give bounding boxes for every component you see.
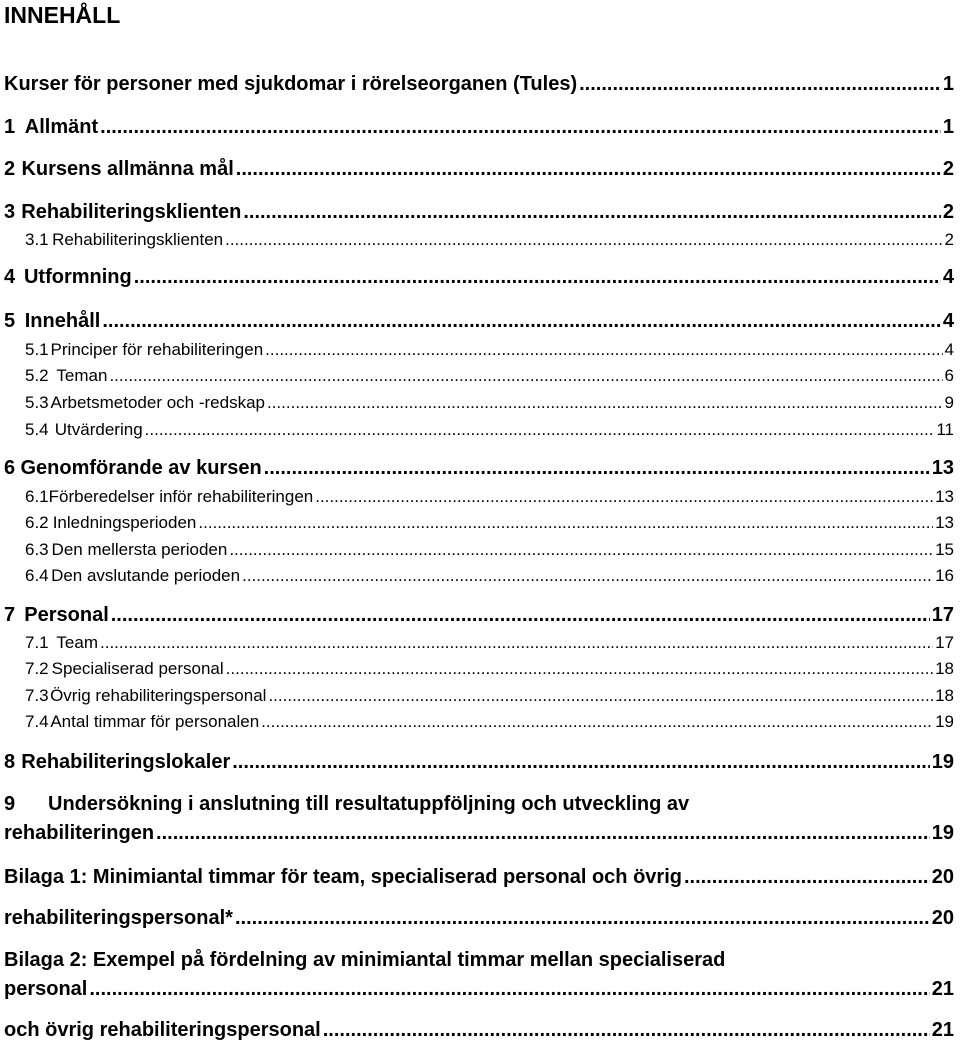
toc-section-number: 5.1 (25, 340, 49, 359)
toc-entry-title: och övrig rehabiliteringspersonal (4, 1019, 321, 1041)
toc-leader-dots (225, 230, 942, 250)
toc-entry-title: Innehåll (24, 310, 101, 332)
toc-section-number: 1 (4, 116, 16, 138)
toc-entry-6[interactable] (4, 457, 954, 480)
toc-page-number: 13 (935, 513, 954, 532)
toc-leader-dots (134, 266, 941, 289)
toc-section-number: 6.3 (25, 540, 49, 559)
toc-heading: INNEHÅLL (4, 2, 121, 28)
toc-entry-5-3[interactable] (25, 393, 954, 413)
toc-section-number: 6.4 (25, 566, 49, 585)
toc-entry-8[interactable] (4, 751, 954, 774)
toc-entry-intro[interactable] (4, 73, 954, 96)
toc-page-number: 17 (931, 604, 954, 626)
toc-entry-2[interactable] (4, 158, 954, 181)
toc-page-number: 21 (931, 1019, 954, 1041)
toc-page-number: 1 (942, 116, 954, 138)
toc-section-number: 7.1 (25, 633, 49, 652)
toc-entry-title: Genomförande av kursen (20, 457, 262, 479)
toc-entry-6-2[interactable] (25, 513, 954, 533)
toc-entry-title: Bilaga 2: Exempel på fördelning av minimiantal timmar mellan specialiserad (4, 949, 726, 971)
toc-page-number: 21 (931, 978, 954, 1000)
toc-entry-title: Förberedelser inför rehabiliteringen (48, 487, 314, 506)
toc-entry-title: Team (56, 633, 98, 652)
toc-entry-title: Den avslutande perioden (51, 566, 241, 585)
toc-leader-dots (261, 712, 933, 732)
toc-page-number: 15 (935, 540, 954, 559)
toc-entry-title: Kursens allmänna mål (21, 158, 234, 180)
toc-entry-5[interactable] (4, 310, 954, 333)
toc-entry-7-2[interactable] (25, 659, 954, 679)
toc-entry-7[interactable] (4, 604, 954, 627)
toc-entry-title: Principer för rehabiliteringen (50, 340, 264, 359)
toc-entry-5-1[interactable] (25, 340, 954, 360)
toc-section-number: 5.2 (25, 366, 49, 385)
toc-entry-bilaga-2-line2[interactable] (4, 978, 954, 1001)
toc-entry-title: Undersökning i anslutning till resultatuppföljning och utveckling av (48, 793, 690, 815)
toc-page-number: 16 (935, 566, 954, 585)
toc-entry-title: Rehabiliteringslokaler (21, 751, 231, 773)
toc-page-number: 20 (931, 866, 954, 888)
toc-entry-title: Inledningsperioden (52, 513, 197, 532)
toc-entry-bilaga-1-cont[interactable] (4, 907, 954, 930)
toc-leader-dots (100, 116, 941, 139)
toc-section-number: 5 (4, 310, 16, 332)
toc-entry-6-4[interactable] (25, 566, 954, 586)
toc-page-number: 4 (942, 266, 954, 288)
toc-leader-dots (267, 393, 943, 413)
toc-section-number: 5.4 (25, 420, 49, 439)
toc-leader-dots (236, 158, 941, 181)
toc-entry-title: Den mellersta perioden (51, 540, 228, 559)
toc-page-number: 9 (944, 393, 954, 412)
toc-entry-title: Rehabiliteringsklienten (52, 230, 224, 249)
toc-entry-title: Kurser för personer med sjukdomar i rörelseorganen (Tules) (4, 73, 578, 95)
toc-entry-6-3[interactable] (25, 540, 954, 560)
toc-section-number: 6.2 (25, 513, 49, 532)
toc-entry-9-line2[interactable] (4, 822, 954, 845)
toc-entry-title: Personal (24, 604, 109, 626)
toc-page-number: 19 (935, 712, 954, 731)
toc-leader-dots (232, 751, 930, 774)
toc-section-number: 2 (4, 158, 16, 180)
toc-page-number: 18 (935, 686, 954, 705)
toc-page-number: 18 (935, 659, 954, 678)
toc-page-number: 19 (931, 822, 954, 844)
toc-page-number: 13 (931, 457, 954, 479)
toc-leader-dots (243, 201, 941, 224)
toc-leader-dots (100, 633, 933, 653)
toc-section-number: 6.1 (25, 487, 49, 506)
toc-entry-bilaga-2-cont[interactable] (4, 1019, 954, 1042)
toc-leader-dots (265, 340, 942, 360)
toc-leader-dots (684, 866, 930, 889)
toc-entry-5-4[interactable] (25, 420, 954, 440)
toc-entry-3-1[interactable] (25, 230, 954, 250)
toc-entry-title: Utvärdering (54, 420, 143, 439)
toc-section-number: 7.3 (25, 686, 49, 705)
toc-section-number: 6 (4, 457, 16, 479)
toc-section-number: 3 (4, 201, 16, 223)
toc-section-number: 8 (4, 751, 16, 773)
toc-leader-dots (109, 366, 942, 386)
toc-entry-title: Bilaga 1: Minimiantal timmar för team, specialiserad personal och övrig (4, 866, 682, 888)
toc-leader-dots (156, 822, 930, 845)
toc-page-number: 19 (931, 751, 954, 773)
toc-page-number: 4 (944, 340, 954, 359)
toc-entry-3[interactable] (4, 201, 954, 224)
toc-section-number: 7.2 (25, 659, 49, 678)
toc-leader-dots (315, 487, 933, 507)
toc-page-number: 6 (944, 366, 954, 385)
toc-leader-dots (89, 978, 929, 1001)
toc-leader-dots (579, 73, 941, 96)
toc-entry-title: Teman (56, 366, 108, 385)
toc-leader-dots (242, 566, 933, 586)
toc-leader-dots (198, 513, 933, 533)
toc-entry-title: Övrig rehabiliteringspersonal (50, 686, 267, 705)
toc-leader-dots (226, 659, 933, 679)
toc-entry-bilaga-1[interactable] (4, 866, 954, 889)
toc-entry-1[interactable] (4, 116, 954, 139)
toc-leader-dots (145, 420, 935, 440)
toc-entry-7-3[interactable] (25, 686, 954, 706)
toc-entry-title: Arbetsmetoder och -redskap (50, 393, 265, 412)
toc-leader-dots (268, 686, 933, 706)
toc-leader-dots (264, 457, 930, 480)
toc-page-number: 20 (931, 907, 954, 929)
toc-page-number: 2 (944, 230, 954, 249)
toc-leader-dots (323, 1019, 930, 1042)
toc-entry-title: Rehabiliteringsklienten (21, 201, 242, 223)
toc-leader-dots (102, 310, 941, 333)
toc-section-number: 5.3 (25, 393, 49, 412)
toc-entry-title: Specialiserad personal (51, 659, 224, 678)
toc-entry-9-line1[interactable] (4, 793, 689, 816)
toc-page-number: 13 (935, 487, 954, 506)
toc-entry-7-4[interactable] (25, 712, 954, 732)
toc-page-number: 17 (935, 633, 954, 652)
toc-leader-dots (111, 604, 930, 627)
toc-section-number: 7 (4, 604, 16, 626)
toc-page-number: 11 (936, 420, 954, 439)
toc-leader-dots (235, 907, 930, 930)
toc-page-number: 4 (942, 310, 954, 332)
toc-entry-6-1[interactable] (25, 487, 954, 507)
toc-entry-title: Utformning (23, 266, 132, 288)
toc-entry-title: rehabiliteringen (4, 822, 155, 844)
toc-section-number: 4 (4, 266, 16, 288)
toc-entry-title: Allmänt (24, 116, 99, 138)
toc-entry-7-1[interactable] (25, 633, 954, 653)
toc-page-number: 1 (942, 73, 954, 95)
toc-entry-5-2[interactable] (25, 366, 954, 386)
toc-section-number: 7.4 (25, 712, 49, 731)
toc-entry-title: rehabiliteringspersonal* (4, 907, 233, 929)
toc-page-number: 2 (942, 201, 954, 223)
toc-section-number: 9 (4, 793, 16, 815)
toc-page-number: 2 (942, 158, 954, 180)
toc-entry-title: Antal timmar för personalen (50, 712, 260, 731)
toc-section-number: 3.1 (25, 230, 49, 249)
toc-entry-bilaga-2-line1[interactable] (4, 949, 725, 972)
toc-entry-4[interactable] (4, 266, 954, 289)
toc-entry-title: personal (4, 978, 88, 1000)
toc-leader-dots (229, 540, 933, 560)
